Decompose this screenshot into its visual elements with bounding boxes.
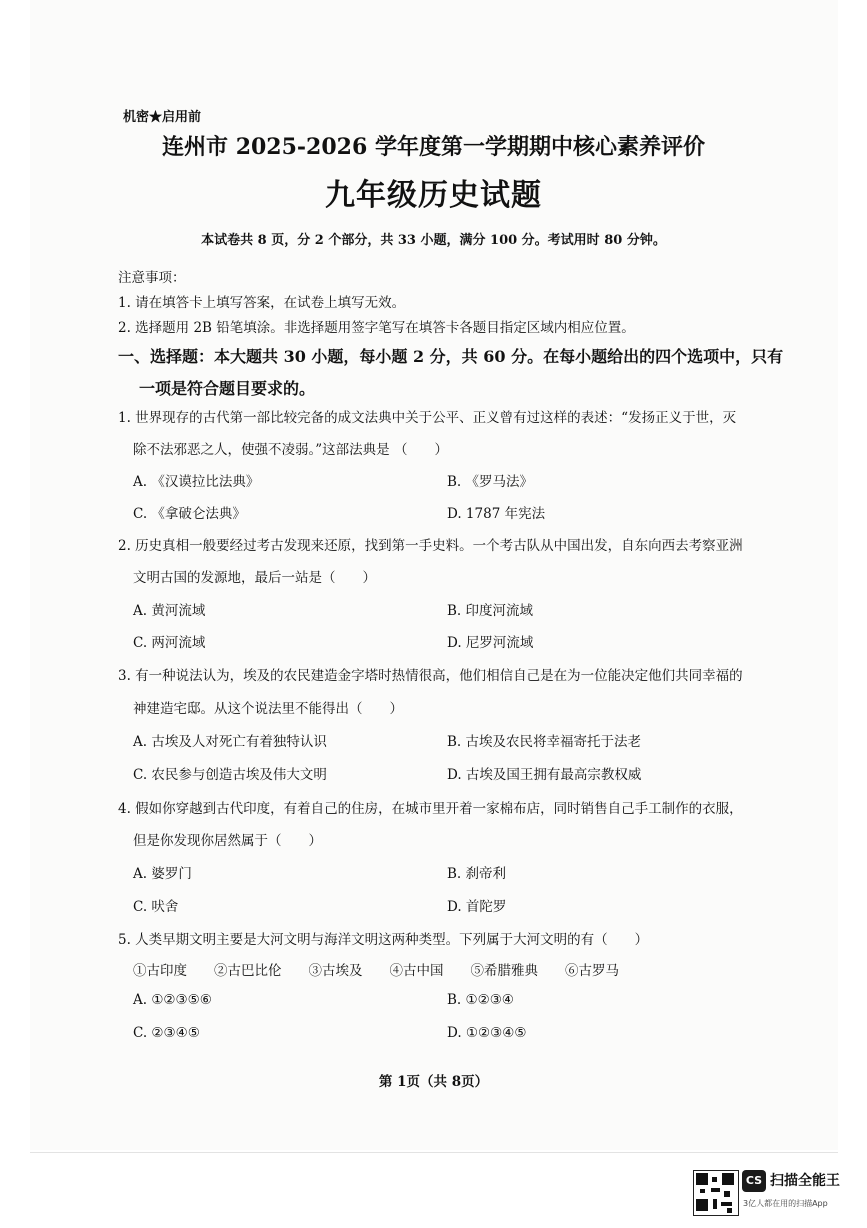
section-title: 一、选择题：本大题共 30 小题，每小题 2 分，共 60 分。在每小题给出的四个选项中，只有	[118, 347, 784, 366]
question-2-option-a: A. 黄河流域	[133, 603, 206, 619]
question-5-item: ④古中国	[389, 963, 444, 979]
camscanner-logo-icon: CS	[742, 1170, 766, 1192]
question-3-stem-cont: 神建造宅邸。从这个说法里不能得出（ ）	[133, 701, 403, 717]
page-number: 第 1页（共 8页）	[378, 1074, 489, 1090]
question-5-option-b: B. ①②③④	[447, 992, 514, 1008]
question-5-items	[133, 959, 646, 979]
exam-subtitle: 九年级历史试题	[325, 178, 542, 213]
question-1-option-a: A. 《汉谟拉比法典》	[133, 474, 260, 490]
question-3-option-a: A. 古埃及人对死亡有着独特认识	[133, 734, 327, 750]
watermark-app-name: 扫描全能王	[770, 1173, 840, 1189]
question-4-option-a: A. 婆罗门	[133, 866, 192, 882]
question-5-option-d: D. ①②③④⑤	[447, 1025, 527, 1041]
question-1-option-d: D. 1787 年宪法	[447, 506, 546, 522]
question-5-item: ⑥古罗马	[565, 963, 619, 979]
question-3-option-b: B. 古埃及农民将幸福寄托于法老	[447, 734, 642, 750]
question-5-stem: 5. 人类早期文明主要是大河文明与海洋文明这两种类型。下列属于大河文明的有（ ）	[118, 932, 649, 948]
watermark-tagline: 3亿人都在用的扫描App	[743, 1199, 828, 1208]
question-5-option-c: C. ②③④⑤	[133, 1025, 200, 1041]
question-4-stem-cont: 但是你发现你居然属于（ ）	[133, 833, 322, 849]
question-4-stem: 4. 假如你穿越到古代印度，有着自己的住房，在城市里开着一家棉布店，同时销售自己手工制作的衣服，	[118, 801, 743, 817]
exam-title: 连州市 2025-2026 学年度第一学期期中核心素养评价	[162, 134, 705, 160]
question-1-option-b: B. 《罗马法》	[447, 474, 534, 490]
question-4-option-d: D. 首陀罗	[447, 899, 507, 915]
question-5-item: ①古印度	[133, 963, 187, 979]
question-3-option-c: C. 农民参与创造古埃及伟大文明	[133, 767, 327, 783]
question-1-stem: 1. 世界现存的古代第一部比较完备的成文法典中关于公平、正义曾有过这样的表述：“发扬正义于世，灭	[118, 410, 737, 426]
exam-intro: 本试卷共 8 页，分 2 个部分，共 33 小题，满分 100 分。考试用时 80 分钟。	[201, 233, 666, 248]
question-5-item: ⑤希腊雅典	[470, 963, 538, 979]
question-2-option-b: B. 印度河流域	[447, 603, 534, 619]
question-1-option-c: C. 《拿破仑法典》	[133, 506, 246, 522]
question-2-option-c: C. 两河流域	[133, 635, 206, 651]
question-5-item: ②古巴比伦	[214, 963, 282, 979]
confidential-label: 机密★启用前	[123, 110, 202, 125]
question-5-option-a: A. ①②③⑤⑥	[133, 992, 212, 1008]
question-2-stem: 2. 历史真相一般要经过考古发现来还原，找到第一手史料。一个考古队从中国出发，自东向西去考察亚洲	[118, 538, 743, 554]
qr-code-icon	[693, 1170, 739, 1216]
section-title-cont: 一项是符合题目要求的。	[139, 379, 316, 398]
question-4-option-b: B. 刹帝利	[447, 866, 507, 882]
question-4-option-c: C. 吠舍	[133, 899, 179, 915]
note-item: 1. 请在填答卡上填写答案，在试卷上填写无效。	[118, 295, 406, 311]
question-5-item: ③古埃及	[308, 963, 363, 979]
notes-title: 注意事项：	[118, 270, 186, 286]
question-3-stem: 3. 有一种说法认为，埃及的农民建造金字塔时热情很高，他们相信自己是在为一位能决定他们共同幸福的	[118, 668, 743, 684]
note-item: 2. 选择题用 2B 铅笔填涂。非选择题用签字笔写在填答卡各题目指定区域内相应位置。	[118, 320, 635, 336]
question-2-stem-cont: 文明古国的发源地，最后一站是（ ）	[133, 570, 376, 586]
question-2-option-d: D. 尼罗河流域	[447, 635, 534, 651]
question-1-stem-cont: 除不法邪恶之人，使强不凌弱。”这部法典是 （ ）	[133, 442, 448, 458]
question-3-option-d: D. 古埃及国王拥有最高宗教权威	[447, 767, 642, 783]
page-divider	[30, 1152, 838, 1153]
